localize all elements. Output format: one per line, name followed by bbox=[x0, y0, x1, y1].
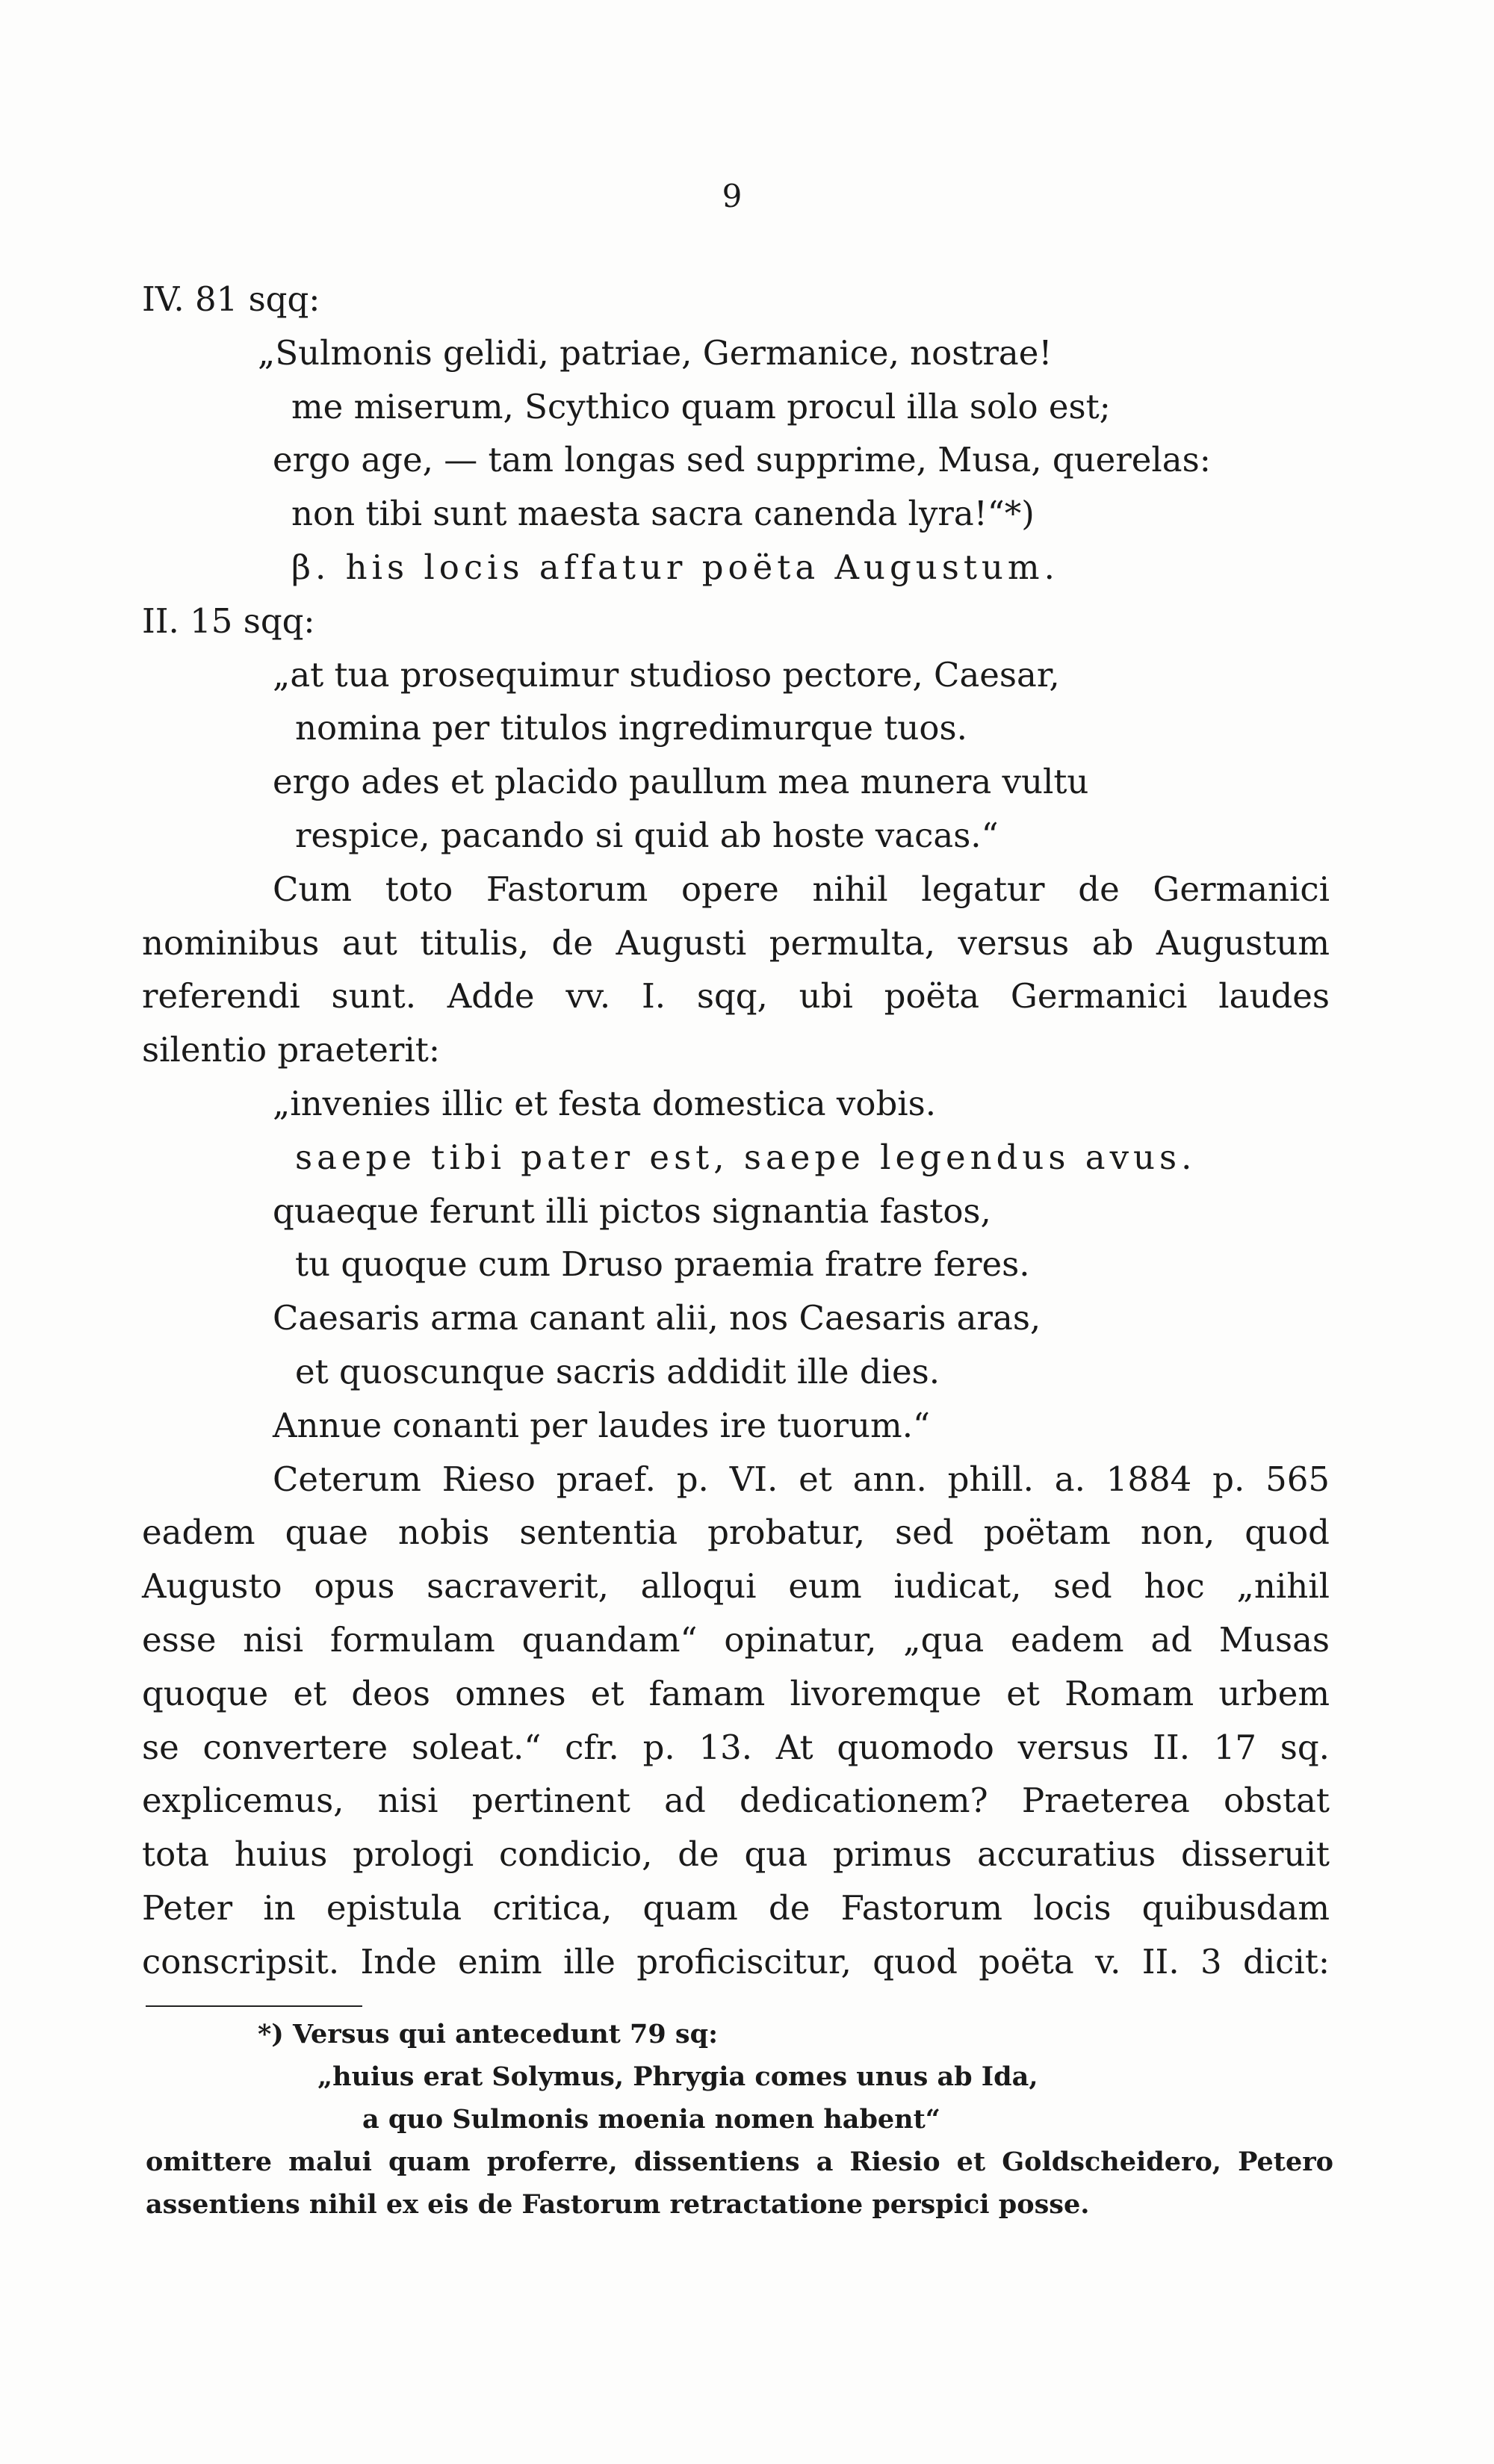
text-line: me miserum, Scythico quam procul illa solo est; bbox=[291, 386, 1111, 426]
text-line: respice, pacando si quid ab hoste vacas.“ bbox=[295, 815, 999, 855]
text-line: IV. 81 sqq: bbox=[142, 279, 320, 319]
text-line: silentio praeterit: bbox=[142, 1030, 441, 1070]
text-line: β. his locis affatur poëta Augustum. bbox=[291, 547, 1059, 587]
text-line: nominibus aut titulis, de Augusti permulta, versus ab Augustum bbox=[142, 922, 1330, 963]
footnote-line: *) Versus qui antecedunt 79 sq: bbox=[258, 2019, 718, 2049]
footnote bbox=[146, 2013, 1333, 2226]
body-text bbox=[142, 273, 1330, 1989]
text-line: II. 15 sqq: bbox=[142, 601, 315, 641]
text-line: Augusto opus sacraverit, alloqui eum iudicat, sed hoc „nihil bbox=[142, 1566, 1330, 1607]
text-line: „invenies illic et festa domestica vobis. bbox=[273, 1083, 937, 1123]
text-line: eadem quae nobis sententia probatur, sed poëtam non, quod bbox=[142, 1512, 1330, 1553]
footnote-line: a quo Sulmonis moenia nomen habent“ bbox=[362, 2104, 940, 2135]
text-line: referendi sunt. Adde vv. I. sqq, ubi poëta Germanici laudes bbox=[142, 976, 1330, 1017]
text-line: „Sulmonis gelidi, patriae, Germanice, nostrae! bbox=[258, 332, 1053, 373]
text-line: ergo ades et placido paullum mea munera vultu bbox=[273, 762, 1089, 802]
page-number: 9 bbox=[722, 178, 743, 214]
text-line: quaeque ferunt illi pictos signantia fastos, bbox=[273, 1191, 991, 1231]
footnote-line: assentiens nihil ex eis de Fastorum retractatione perspici posse. bbox=[146, 2189, 1090, 2220]
footnote-rule bbox=[146, 2005, 362, 2007]
text-line: nomina per titulos ingredimurque tuos. bbox=[295, 708, 967, 748]
text-line: non tibi sunt maesta sacra canenda lyra!“*) bbox=[291, 494, 1035, 534]
text-line: tu quoque cum Druso praemia fratre feres. bbox=[295, 1244, 1030, 1285]
footnote-line: omittere malui quam proferre, dissentiens a Riesio et Goldscheidero, Petero bbox=[146, 2147, 1333, 2177]
footnote-line: „huius erat Solymus, Phrygia comes unus ab Ida, bbox=[317, 2061, 1038, 2092]
text-line: se convertere soleat.“ cfr. p. 13. At quomodo versus II. 17 sq. bbox=[142, 1727, 1330, 1767]
text-line: saepe tibi pater est, saepe legendus avus. bbox=[295, 1137, 1197, 1177]
text-line: Annue conanti per laudes ire tuorum.“ bbox=[273, 1405, 931, 1445]
text-line: Peter in epistula critica, quam de Fastorum locis quibusdam bbox=[142, 1887, 1330, 1928]
text-line: et quoscunque sacris addidit ille dies. bbox=[295, 1351, 940, 1391]
text-line: explicemus, nisi pertinent ad dedicationem? Praeterea obstat bbox=[142, 1781, 1330, 1821]
text-line: Cum toto Fastorum opere nihil legatur de Germanici bbox=[273, 869, 1330, 909]
text-line: quoque et deos omnes et famam livoremque et Romam urbem bbox=[142, 1673, 1330, 1713]
text-line: tota huius prologi condicio, de qua primus accuratius disseruit bbox=[142, 1834, 1330, 1875]
text-line: Caesaris arma canant alii, nos Caesaris aras, bbox=[273, 1298, 1041, 1338]
text-line: Ceterum Rieso praef. p. VI. et ann. phill. a. 1884 p. 565 bbox=[273, 1459, 1330, 1499]
text-line: esse nisi formulam quandam“ opinatur, „qua eadem ad Musas bbox=[142, 1619, 1330, 1660]
text-line: ergo age, — tam longas sed supprime, Musa, querelas: bbox=[273, 440, 1211, 480]
text-line: „at tua prosequimur studioso pectore, Caesar, bbox=[273, 654, 1060, 695]
text-line: conscripsit. Inde enim ille proficiscitur, quod poëta v. II. 3 dicit: bbox=[142, 1941, 1330, 1982]
